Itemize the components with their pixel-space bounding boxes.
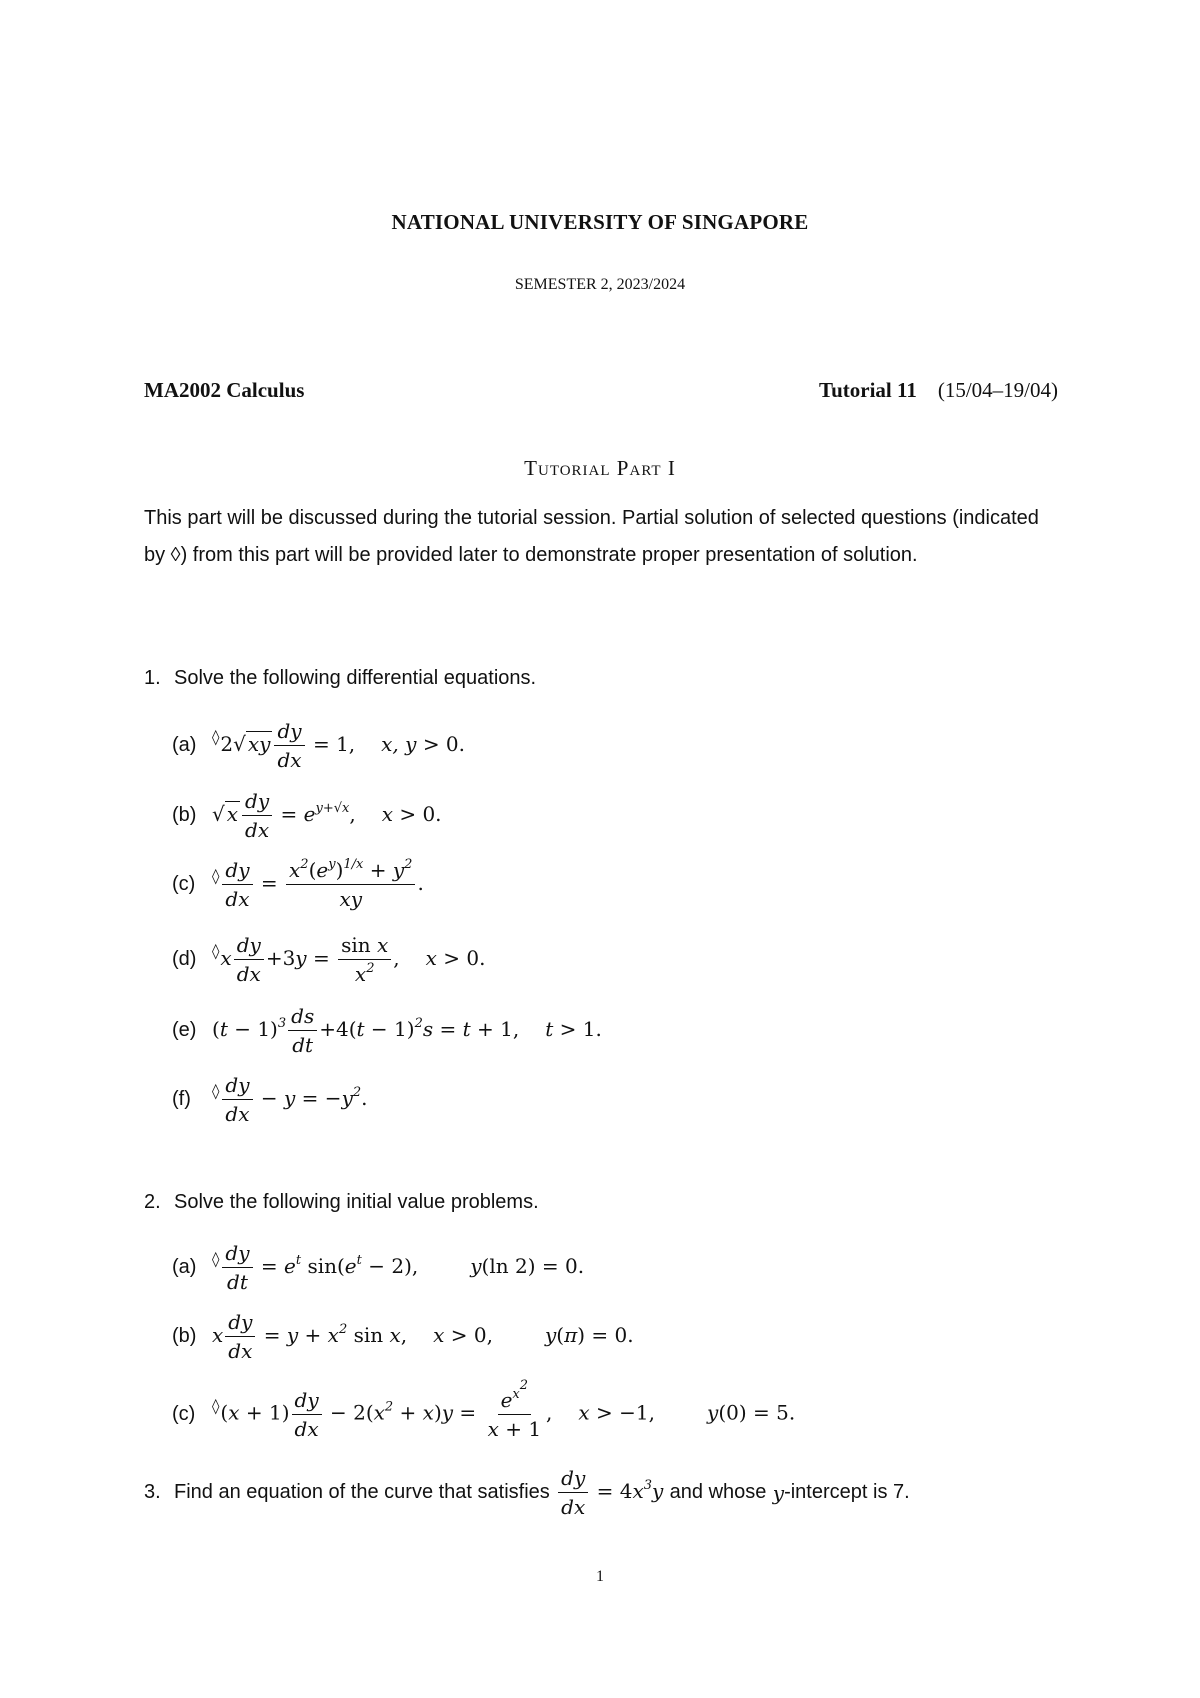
diamond-icon: ◊	[212, 1082, 220, 1100]
q1-label-a: (a)	[172, 734, 197, 756]
q2-item-c	[172, 1378, 796, 1442]
q1-label-d: (d)	[172, 948, 197, 970]
q3-equation: $\frac{dy}{dx}$ = $4x^3y$	[550, 1465, 670, 1520]
q2-label-a: (a)	[172, 1256, 197, 1278]
q1-item-e	[172, 1003, 602, 1058]
question-1	[144, 667, 536, 690]
semester-label: SEMESTER 2, 2023/2024	[514, 276, 686, 293]
q1-item-c	[172, 857, 424, 912]
q2-label-c: (c)	[172, 1402, 196, 1425]
question-1-number: 1.	[144, 667, 161, 689]
q1d-equation: ◊x $\frac{dy}{dx}$ +3y = $\frac{\text{sin x}}{x^2}$ , x > 0.	[212, 933, 486, 986]
tutorial-dates: (15/04–19/04)	[937, 378, 1058, 402]
q2-label-b: (b)	[172, 1325, 197, 1347]
q2-item-b	[172, 1309, 634, 1364]
tutorial-number: Tutorial 11	[819, 378, 917, 402]
question-3-text-end: -intercept is 7.	[784, 1481, 910, 1503]
university-name: NATIONAL UNIVERSITY OF SINGAPORE	[391, 210, 809, 234]
q1a-equation: ◊2√ xy $\frac{dy}{dx}$ = 1, x, y > 0.	[212, 719, 466, 772]
q3-y-variable: y	[766, 1480, 785, 1505]
q1-label-f: (f)	[172, 1088, 191, 1110]
q1f-equation: ◊ $\frac{dy}{dx}$ − $y = -y^2$.	[212, 1073, 368, 1126]
question-2	[144, 1191, 539, 1214]
q1b-equation: √ x $\frac{dy}{dx}$ = $e^{y+√x}$, x > 0.	[212, 789, 442, 842]
question-3-number: 3.	[144, 1481, 161, 1503]
q2c-equation: ◊(x + 1) $\frac{dy}{dx}$ − $2(x^2 + x)y$ = $\frac{e^{x^2}}{x + 1}$ , x > −1, y(0) = 5.	[212, 1378, 796, 1441]
q1-label-c: (c)	[172, 873, 196, 895]
q1-item-a	[172, 718, 465, 773]
question-3-text-before: Find an equation of the curve that satisfies	[174, 1481, 550, 1503]
diamond-icon: ◊	[212, 867, 220, 885]
q2b-equation: x $\frac{dy}{dx}$ = $y + x^2$ sin x, x > 0, y(π) = 0.	[212, 1310, 634, 1363]
question-3-text-after: and whose	[669, 1481, 767, 1503]
question-1-text: Solve the following differential equations.	[174, 667, 537, 689]
diamond-icon: ◊	[212, 1250, 220, 1268]
question-3	[144, 1465, 910, 1520]
q1-item-b	[172, 788, 442, 843]
page-number: 1	[596, 1568, 604, 1585]
question-2-number: 2.	[144, 1191, 161, 1213]
part-title: Tutorial Part I	[524, 456, 676, 480]
course-title: MA2002 Calculus	[144, 378, 305, 402]
tutorial-info	[819, 378, 1058, 403]
q1-item-d	[172, 932, 485, 987]
q1c-equation: ◊ $\frac{dy}{dx}$ = $\frac{x^2(e^y)^{1/x} + y^2}{xy}$ .	[212, 857, 424, 911]
q1-item-f	[172, 1072, 368, 1127]
question-2-text: Solve the following initial value problems.	[174, 1191, 539, 1213]
q1-label-b: (b)	[172, 804, 197, 826]
q2a-equation: ◊ $\frac{dy}{dt}$ = $e^t$ $\sin(e^t - 2)$, y(ln 2) = 0.	[212, 1241, 585, 1294]
q2-item-a	[172, 1240, 584, 1295]
q1-label-e: (e)	[172, 1019, 197, 1041]
diamond-icon: ◊	[212, 728, 220, 746]
diamond-icon: ◊	[212, 942, 220, 960]
q1e-equation: $(t - 1)^3$ $\frac{ds}{dt}$ $+4(t - 1)^2s = t + 1$, t > 1.	[212, 1004, 602, 1057]
intro-paragraph: This part will be discussed during the tutorial session. Partial solution of selected questions (indicated by ◊) from this part will be provided later to demonstrate proper presentation of solution.	[144, 507, 1039, 566]
diamond-icon: ◊	[212, 1396, 220, 1415]
